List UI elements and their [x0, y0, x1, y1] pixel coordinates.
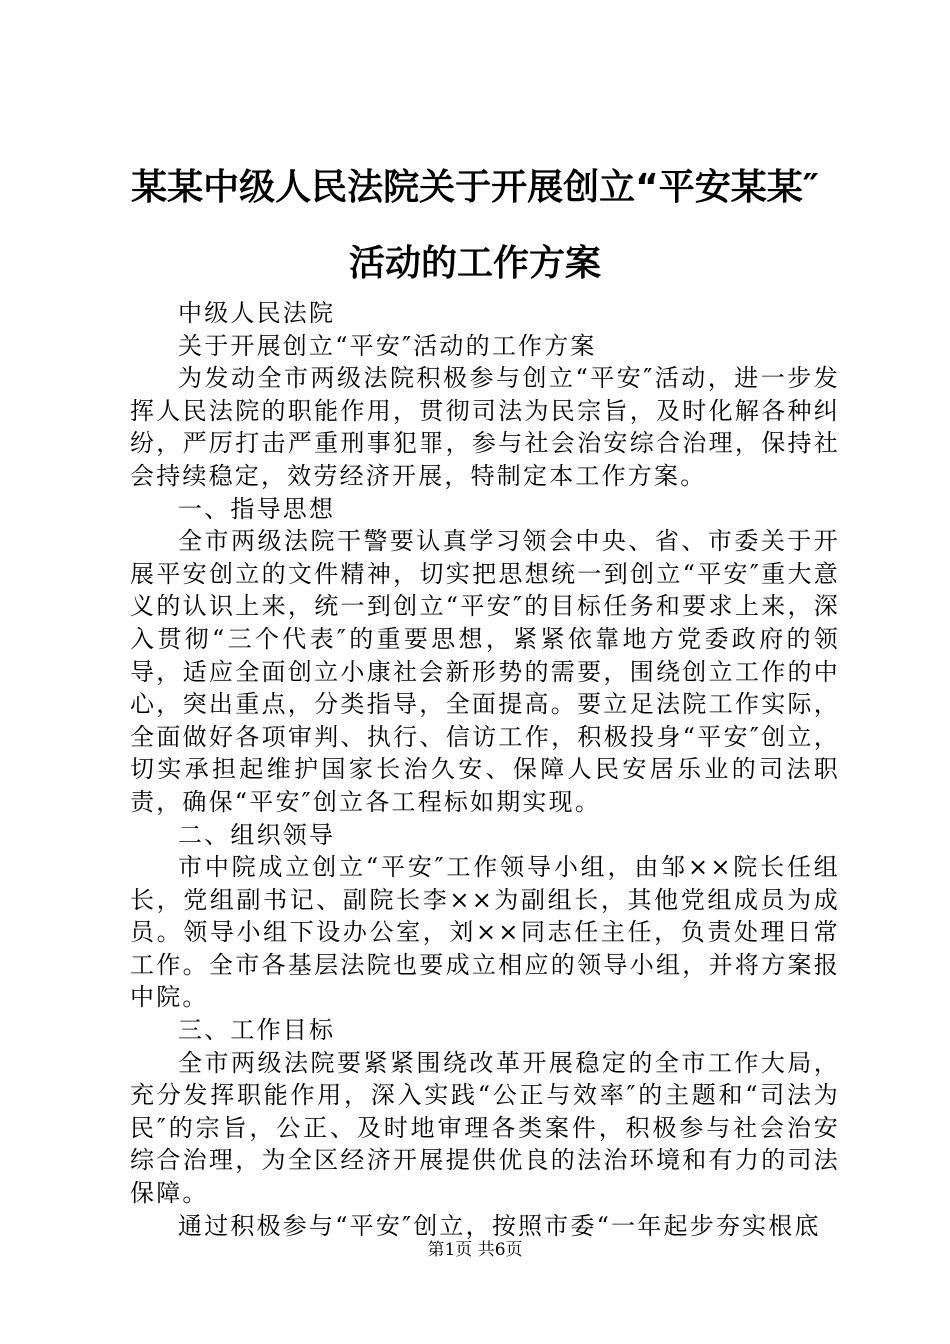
section-heading-organization: 二、组织领导: [178, 820, 336, 849]
section-heading-work-goals: 三、工作目标: [178, 1016, 336, 1045]
section-heading-guiding-ideas: 一、指导思想: [178, 494, 336, 523]
continuation-paragraph: 通过积极参与“平安″创立，按照市委“一年起步夯实根底: [178, 1211, 821, 1240]
guiding-ideas-paragraph: 全市两级法院干警要认真学习领会中央、省、市委关于开展平安创立的文件精神，切实把思想统一到创立“平安″重大意义的认识上来，统一到创立“平安″的目标任务和要求上来，深入贯彻“三个代表″的重要思想，紧紧依靠地方党委政府的领导，适应全面创立小康社会新形势的需要，围绕创立工作的中心，突出重点，分类指导，全面提高。要立足法院工作实际，全面做好各项审判、执行、信访工作，积极投身“平安″创立，切实承担起维护国家长治久安、保障人民安居乐业的司法职责，确保“平安″创立各工程标如期实现。: [130, 527, 840, 816]
intro-paragraph: 为发动全市两级法院积极参与创立“平安″活动，进一步发挥人民法院的职能作用，贯彻司法为民宗旨，及时化解各种纠纷，严厉打击严重刑事犯罪，参与社会治安综合治理，保持社会持续稳定，效劳经济开展，特制定本工作方案。: [130, 364, 840, 490]
document-title-line-1: 某某中级人民法院关于开展创立“平安某某″: [131, 167, 819, 208]
document-title-line-2: 活动的工作方案: [348, 243, 601, 284]
page-number-footer: 第1页 共6页: [427, 1240, 523, 1260]
work-goals-paragraph: 全市两级法院要紧紧围绕改革开展稳定的全市工作大局，充分发挥职能作用，深入实践“公正与效率″的主题和“司法为民″的宗旨，公正、及时地审理各类案件，积极参与社会治安综合治理，为全区经济开展提供优良的法治环境和有力的司法保障。: [130, 1048, 840, 1208]
subtitle-line: 关于开展创立“平安″活动的工作方案: [178, 331, 597, 360]
organization-paragraph: 市中院成立创立“平安″工作领导小组，由邹××院长任组长，党组副书记、副院长李××为副组长，其他党组成员为成员。领导小组下设办公室，刘××同志任主任，负责处理日常工作。全市各基层法院也要成立相应的领导小组，并将方案报中院。: [130, 853, 840, 1012]
court-name-line: 中级人民法院: [178, 299, 336, 327]
document-body: [130, 297, 840, 1242]
